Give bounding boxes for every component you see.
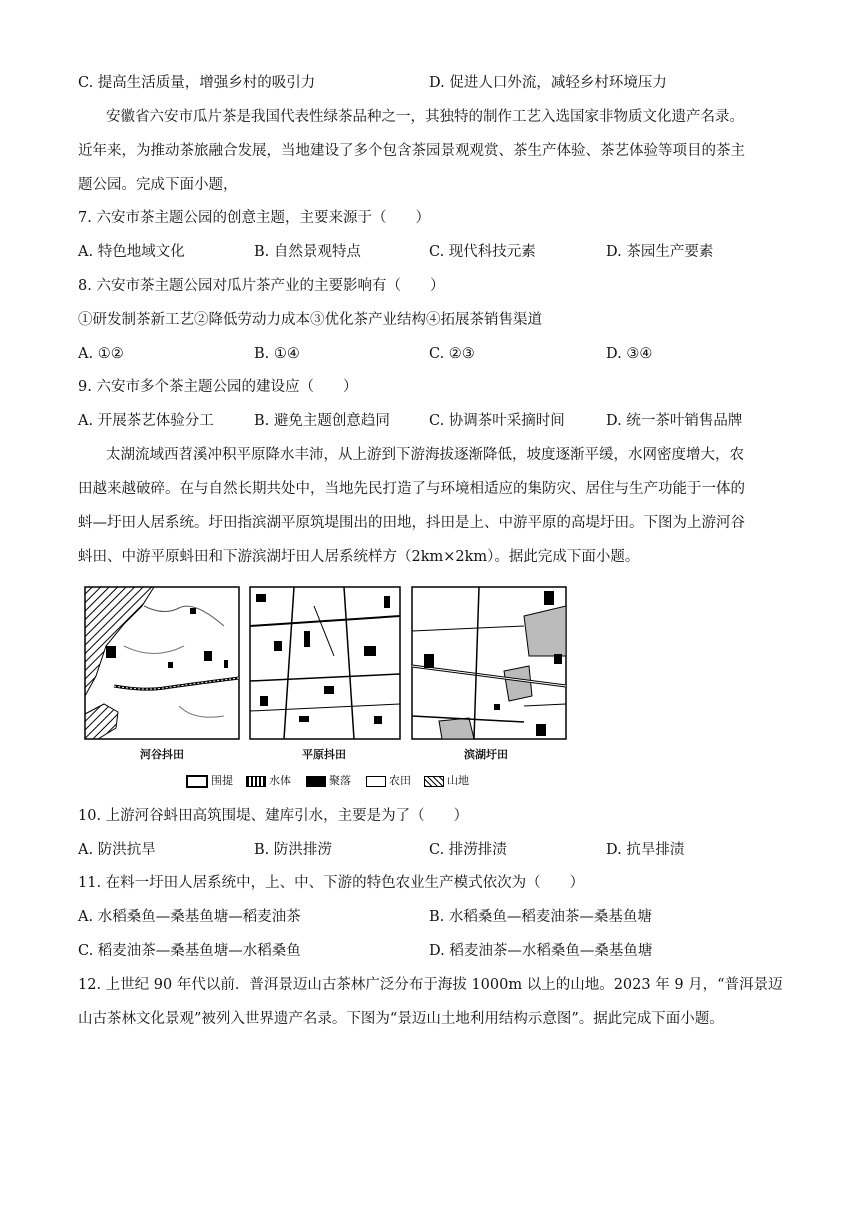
passage2-line2: 田越来越破碎。在与自然长期共处中，当地先民打造了与环境相适应的集防灾、居住与生产功能于一体的 xyxy=(78,481,745,497)
q10-stem: 10. 上游河谷蚪田高筑围堤、建库引水，主要是为了（ ） xyxy=(78,808,469,824)
q12-line2: 山古茶林文化景观”被列入世界遗产名录。下图为“景迈山土地利用结构示意图”。据此完成下面小题。 xyxy=(78,1011,724,1027)
q11-option-b: B. 水稻桑鱼—稻麦油茶—桑基鱼塘 xyxy=(429,909,652,925)
map-river-valley xyxy=(85,587,239,739)
legend-water xyxy=(246,772,291,788)
legend-mountain xyxy=(424,772,469,788)
legend-label: 聚落 xyxy=(329,774,351,787)
q7-option-a: A. 特色地域文化 xyxy=(78,244,185,260)
embankment-symbol-icon xyxy=(186,775,208,788)
map-label-lakeside: 滨湖圩田 xyxy=(464,748,508,761)
q10-option-b: B. 防洪排涝 xyxy=(254,842,332,858)
passage1-line3: 题公园。完成下面小题， xyxy=(78,177,238,193)
mountain-symbol-icon xyxy=(424,776,444,787)
legend-label: 农田 xyxy=(389,774,411,787)
passage2-line3: 蚪—圩田人居系统。圩田指滨湖平原筑堤围出的田地，抖田是上、中游平原的高堤圩田。下图为上游河谷 xyxy=(78,515,745,531)
q10-option-d: D. 抗旱排渍 xyxy=(606,842,685,858)
legend-settlement xyxy=(306,772,351,788)
legend-embankment xyxy=(186,772,233,788)
land-use-maps-figure xyxy=(84,586,568,798)
q12-line1: 12. 上世纪 90 年代以前．普洱景迈山古茶林广泛分布于海拔 1000m 以上的山地。2023 年 9 月，“普洱景迈 xyxy=(78,977,783,993)
q9-option-a: A. 开展茶艺体验分工 xyxy=(78,413,214,429)
passage2-line4: 蚪田、中游平原蚪田和下游滨湖圩田人居系统样方（2km×2km）。据此完成下面小题。 xyxy=(78,549,640,565)
q9-option-d: D. 统一茶叶销售品牌 xyxy=(606,413,743,429)
q9-stem: 9. 六安市多个茶主题公园的建设应（ ） xyxy=(78,379,358,395)
passage1-line1: 安徽省六安市瓜片茶是我国代表性绿茶品种之一，其独特的制作工艺入选国家非物质文化遗产名录。 xyxy=(106,109,744,125)
q10-option-a: A. 防洪抗旱 xyxy=(78,842,156,858)
farmland-symbol-icon xyxy=(366,776,386,787)
q8-items: ①研发制茶新工艺②降低劳动力成本③优化茶产业结构④拓展茶销售渠道 xyxy=(78,312,542,328)
q7-option-c: C. 现代科技元素 xyxy=(429,244,536,260)
passage2-line1: 太湖流域西苕溪冲积平原降水丰沛，从上游到下游海拔逐渐降低，坡度逐渐平缓，水网密度增大，农 xyxy=(106,447,744,463)
q11-option-d: D. 稻麦油茶—水稻桑鱼—桑基鱼塘 xyxy=(429,943,653,959)
q10-option-c: C. 排涝排渍 xyxy=(429,842,507,858)
legend-label: 围提 xyxy=(211,774,233,787)
map-label-plain: 平原抖田 xyxy=(302,748,346,761)
settlement-symbol-icon xyxy=(306,776,326,787)
q7-stem: 7. 六安市茶主题公园的创意主题，主要来源于（ ） xyxy=(78,210,430,226)
water-symbol-icon xyxy=(246,776,266,787)
passage1-line2: 近年来，为推动茶旅融合发展，当地建设了多个包含茶园景观观赏、茶生产体验、茶艺体验等项目的茶主 xyxy=(78,143,745,159)
map-label-river-valley: 河谷抖田 xyxy=(140,748,184,761)
q9-option-b: B. 避免主题创意趋同 xyxy=(254,413,390,429)
q6-option-d: D. 促进人口外流，减轻乡村环境压力 xyxy=(429,75,667,91)
maps-svg xyxy=(84,586,568,746)
map-plain xyxy=(250,587,400,739)
q9-option-c: C. 协调茶叶采摘时间 xyxy=(429,413,565,429)
q8-option-a: A. ①② xyxy=(78,346,124,362)
legend-label: 山地 xyxy=(447,774,469,787)
q8-option-c: C. ②③ xyxy=(429,346,475,362)
q8-stem: 8. 六安市茶主题公园对瓜片茶产业的主要影响有（ ） xyxy=(78,278,445,294)
q11-stem: 11. 在料一圩田人居系统中，上、中、下游的特色农业生产模式依次为（ ） xyxy=(78,875,585,891)
legend-label: 水体 xyxy=(269,774,291,787)
q8-option-b: B. ①④ xyxy=(254,346,300,362)
q7-option-d: D. 茶园生产要素 xyxy=(606,244,714,260)
map-lakeside-polder xyxy=(412,587,566,739)
q7-option-b: B. 自然景观特点 xyxy=(254,244,361,260)
legend-farmland xyxy=(366,772,411,788)
q8-option-d: D. ③④ xyxy=(606,346,653,362)
q6-option-c: C. 提高生活质量，增强乡村的吸引力 xyxy=(78,75,316,91)
q11-option-c: C. 稻麦油茶—桑基鱼塘—水稻桑鱼 xyxy=(78,943,301,959)
map-legend xyxy=(186,770,476,788)
q11-option-a: A. 水稻桑鱼—桑基鱼塘—稻麦油茶 xyxy=(78,909,301,925)
